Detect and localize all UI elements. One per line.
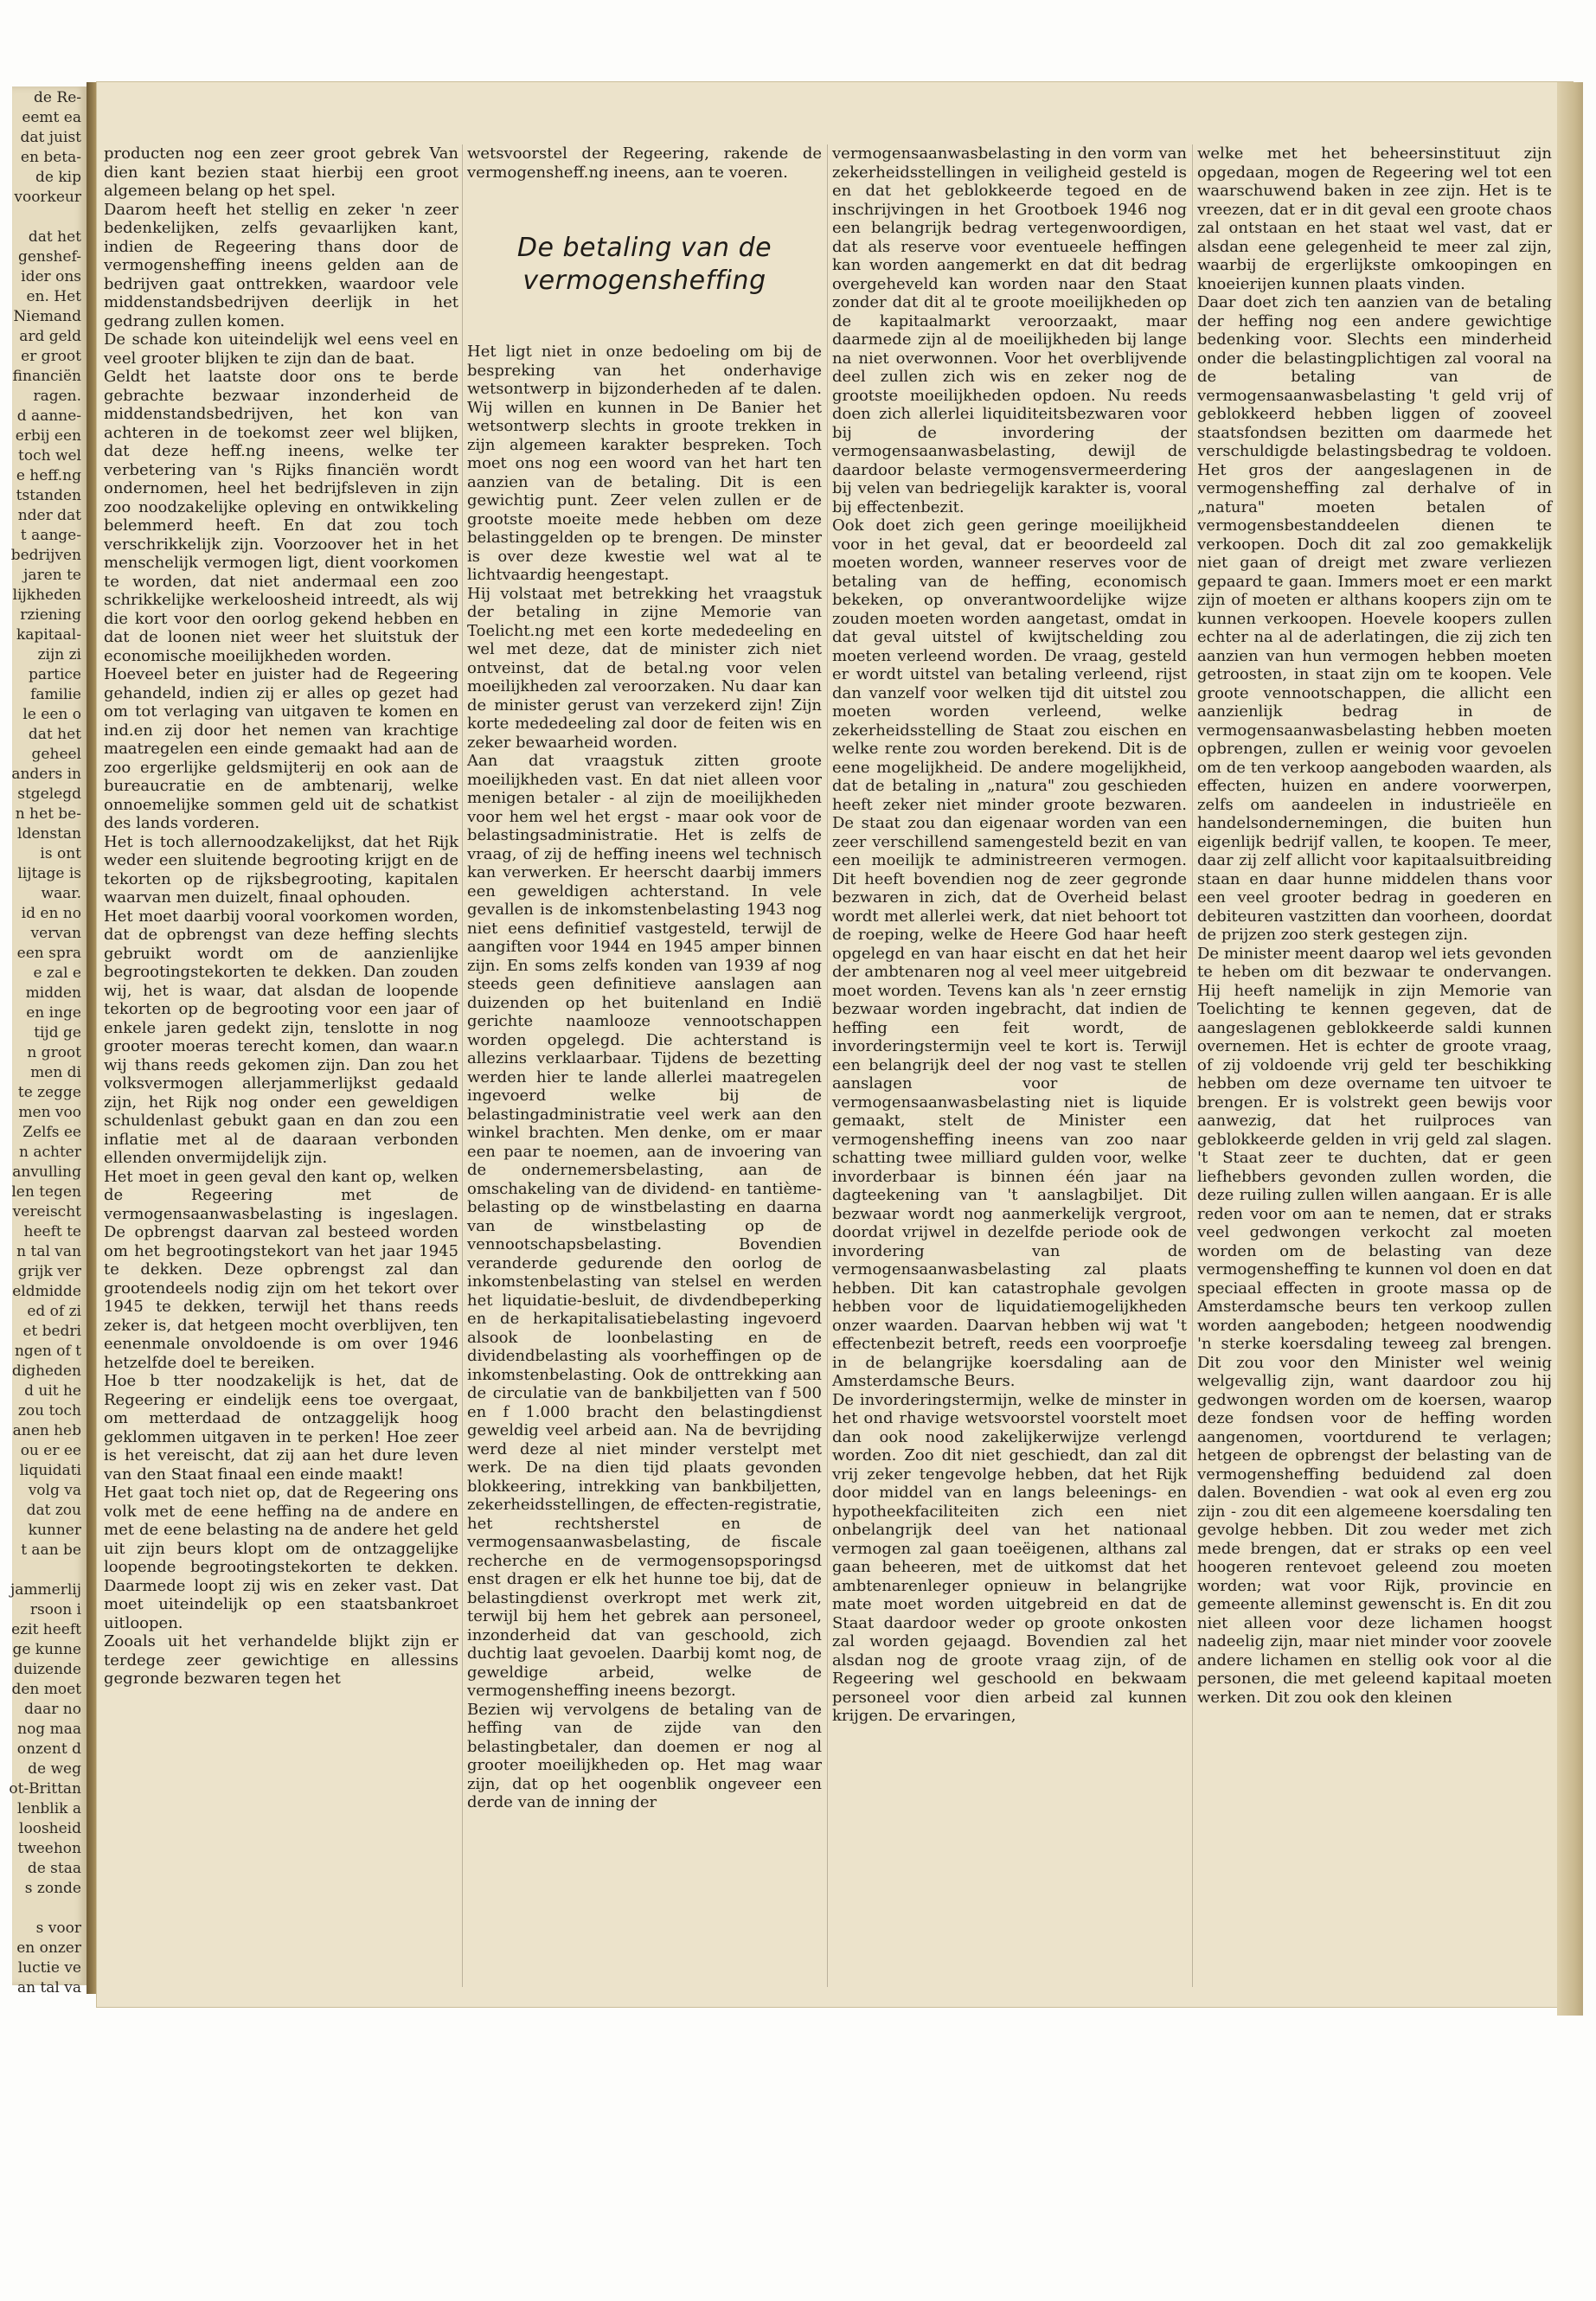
fragment-line: grijk ver [17, 1263, 81, 1280]
fragment-line: ed of zi [27, 1303, 81, 1320]
fragment-line: digheden [11, 1362, 81, 1380]
fragment-line: n achter [19, 1144, 81, 1161]
fragment-line: nog maa [17, 1721, 81, 1738]
fragment-line: genshef- [17, 248, 81, 266]
column-1 [104, 144, 458, 1987]
fragment-line: en onzer [16, 1939, 81, 1957]
fragment-line: tweehon [17, 1840, 81, 1857]
fragment-line: ard geld [19, 328, 81, 345]
fragment-line: t aan be [21, 1541, 81, 1559]
fragment-line: dat het [28, 726, 81, 743]
fragment-line: n groot [27, 1044, 81, 1061]
page-edge [1557, 82, 1583, 2016]
fragment-line: t aange- [20, 527, 81, 544]
fragment-line: d aanne- [16, 407, 81, 425]
article-paragraph: Bezien wij vervolgens de betaling van de heffing van de zijde van den belastingbetaler, dan doemen er nog al grooter moeilijkheden op. Het mag waar zijn, dat op het oogenblik ongeveer een derde van de inning der [467, 1700, 822, 1811]
fragment-line: eldmidde [12, 1283, 81, 1300]
fragment-line: men voo [18, 1104, 81, 1121]
column-rule [1192, 144, 1193, 1987]
fragment-line: erbij een [15, 427, 81, 445]
article-paragraph: Daar doet zich ten aanzien van de betaling der heffing nog een andere gewichtige bedenking voor. Slechts een minderheid onder die belastingplichtigen zal vooral na de betaling van de vermogensaanwasbelasting 't geld vrij of geblokkeerd hebben liggen of zooveel staatsfondsen bezitten om daarmede het verschuldigde belastingsbedrag te voldoen. Het gros der aangeslagenen in de vermogensheffing zal derhalve of in „natura" moeten betalen of vermogensbestanddeelen dienen te verkoopen. Doch dit zal zoo gemakkelijk niet gaan of dreigt met zware verliezen gepaard te gaan. Immers moet er een markt zijn of moeten er althans koopers zijn om te kunnen verkoopen. Hoevele koopers zullen echter na al de aderlatingen, die zij zich ten aanzien van hun vermogen hebben moeten getroosten, in staat zijn om te koopen. Vele groote vennootschappen, die allicht een aanzienlijk bedrag in de vermogensaanwasbelasting hebben moeten opbrengen, zullen er weinig voor gevoelen om de ten verkoop aangeboden waarden, als effecten, huizen en andere voorwerpen, zelfs om aandeelen in industrieële en handelsondernemingen, die buiten hun eigenlijk bedrijf vallen, te koopen. Te meer, daar zij zelf allicht voor kapitaalsuitbreiding staan en daar hunne middelen thans voor een veel grooter bedrag in goederen en debiteuren vastzitten dan voorheen, doordat de prijzen zoo sterk gestegen zijn. [1197, 293, 1552, 944]
fragment-line: familie [30, 686, 81, 703]
fragment-line: rsoon i [29, 1601, 81, 1618]
article-paragraph: Het moet daarbij vooral voorkomen worden, dat de opbrengst van deze heffing slechts gebruikt wordt om de aanzienlijke begrootingstekorten te dekken. Dan zouden wij, het is waar, dat alsdan de loopende tekorten op de begrooting voor een jaar of enkele jaren gedekt zijn, tenslotte in nog grooter moeras terecht komen, dan waar.n wij thans reeds gekomen zijn. Dan zou het volksvermogen allerjammerlijkst gedaald zijn, het Rijk nog onder een geweldigen schuldenlast gebukt gaan en dan zou een inflatie met al de daaraan verbonden ellenden onvermijdelijk zijn. [104, 907, 458, 1167]
article-paragraph: Het ligt niet in onze bedoeling om bij de bespreking van het onderhavige wetsontwerp in bijzonderheden af te dalen. Wij willen en kunnen in De Banier het wetsontwerp slechts in groote trekken in zijn algemeen karakter bespreken. Toch moet ons nog een woord van het hart ten aanzien van de betaling. Dit is een gewichtig punt. Zeer velen zullen er de grootste moeite mede hebben om deze belastinggelden op te brengen. De minster is over deze kwestie wel wat al te lichtvaardig heengestapt. [467, 343, 822, 584]
fragment-line: anen heb [12, 1422, 81, 1439]
left-page-fragment [9, 87, 87, 1997]
article-paragraph: welke met het beheersinstituut zijn opgedaan, mogen de Regeering wel tot een waarschuwend baken in zee zijn. Het is te vreezen, dat er in dit geval een groote chaos zal ontstaan en het staat wel vast, dat er alsdan eene gelegenheid te meer zal zijn, waarbij de ergerlijkste omkoopingen en knoeierijen kunnen plaats vinden. [1197, 144, 1552, 293]
fragment-line: kapitaal- [16, 626, 81, 644]
fragment-line: Zelfs ee [22, 1124, 81, 1141]
article-paragraph: Het is toch allernoodzakelijkst, dat het Rijk weder een sluitende begrooting krijgt en de tekorten op de rijksbegrooting, kapitalen waarvan men duizelt, finaal ophouden. [104, 832, 458, 907]
fragment-line: anvulling [12, 1163, 81, 1181]
fragment-line: dat het [28, 228, 81, 246]
fragment-line: de kip [35, 169, 81, 186]
fragment-line: en. Het [26, 288, 81, 305]
article-paragraph: Het moet in geen geval den kant op, welken de Regeering met de vermogensaanwasbelasting is ingeslagen. De opbrengst daarvan zal besteed worden om het begrootingstekort van het jaar 1945 te dekken. Deze opbrengst zal dan grootendeels nodig zijn om het tekort over 1945 te dekken, terwijl het thans reeds zeker is, dat hetgeen mocht overblijven, ten eenenmale onvoldoende is om over 1946 hetzelfde doel te bereiken. [104, 1167, 458, 1372]
fragment-line: len tegen [11, 1183, 81, 1201]
fragment-line: anders in [11, 766, 81, 783]
fragment-line: volg va [28, 1482, 81, 1499]
fragment-line: en inge [26, 1004, 81, 1022]
fragment-line: de weg [28, 1760, 81, 1778]
fragment-line: lijtage is [17, 865, 81, 882]
fragment-line: zou toch [17, 1402, 81, 1420]
fragment-line: men di [30, 1064, 81, 1081]
fragment-line: ider ons [21, 268, 81, 285]
article-paragraph: Ook doet zich geen geringe moeilijkheid voor in het geval, dat er beoordeeld zal moeten worden, wanneer reserves voor de betaling van de heffing, economisch bekeken, op onverantwoordelijke wijze zouden moeten worden aangetast, omdat in dat geval uitstel of kwijtschelding zou moeten verleend worden. De vraag, gesteld er wordt uitstel van betaling verleend, rijst dan vanzelf voor welken tijd dit uitstel zou moeten worden verleend, welke zekerheidsstelling de Staat zou eischen en welke rente zou worden berekend. Dit is de eene mogelijkheid. De andere mogelijkheid, dat de betaling in „natura" zou geschieden heeft zeker niet minder groote bezwaren. De staat zou dan eigenaar worden van een zeer verschillend samengesteld bezit en van een moeilijk te administreeren vermogen. Dit heeft bovendien nog de zeer gegronde bezwaren in zich, dat de Overheid belast wordt met allerlei werk, dat niet behoort tot de roeping, welke de Heere God haar heeft opgelegd en van haar eischt en dat het heir der ambtenaren nog al veel meer uitgebreid moet worden. Tevens kan als 'n zeer ernstig bezwaar worden ingebracht, dat indien de heffing een feit wordt, de invorderingstermijn veel te kort is. Terwijl een belangrijk deel der nog vast te stellen aanslagen voor de vermogensaanwasbelasting niet is liquide gemaakt, stelt de Minister een vermogensheffing ineens van zoo naar schatting twee milliard gulden voor, welke invorderbaar is binnen één jaar na dagteekening van 't aanslagbiljet. Dit bezwaar wordt nog aanmerkelijk vergroot, doordat vrijwel in dezelfde periode ook de invordering van de vermogensaanwasbelasting zal plaats hebben. Dit kan catastrophale gevolgen hebben voor de liquidatiemogelijkheden onzer waarden. Daarvan hebben wij wat 't effectenbezit betreft, reeds een voorproefje in de belangrijke koersdaling aan de Amsterdamsche Beurs. [832, 516, 1187, 1390]
fragment-line: ragen. [33, 388, 81, 405]
fragment-line: de Re- [34, 89, 81, 106]
fragment-line: an tal va [16, 1979, 81, 1997]
article-paragraph: Hoe b tter noodzakelijk is het, dat de Regeering er eindelijk eens toe overgaat, om metterdaad de ontzaggelijk hoog geklommen uitgaven in te perken! Hoe zeer is het vereischt, dat zij aan het dure leven van den Staat finaal een einde maakt! [104, 1372, 458, 1484]
column-rule [827, 144, 828, 1987]
fragment-line: toch wel [18, 447, 81, 465]
fragment-line: n het be- [15, 805, 81, 823]
fragment-line: er groot [21, 348, 81, 365]
fragment-line: is ont [40, 845, 81, 862]
fragment-line: midden [25, 984, 81, 1002]
fragment-line: d uit he [24, 1382, 81, 1400]
fragment-line: s voor [35, 1920, 81, 1937]
fragment-line: kunner [28, 1522, 81, 1539]
fragment-line: zijn zi [37, 646, 81, 663]
column-2 [467, 144, 822, 1987]
newspaper-page [97, 82, 1573, 2007]
fragment-line: voorkeur [14, 189, 81, 206]
fragment-line: ezit heeft [11, 1621, 81, 1638]
fragment-line: Niemand [13, 308, 81, 325]
article-paragraph: vermogensaanwasbelasting in den vorm van zekerheidsstellingen in veiligheid gesteld is en dat het geblokkeerde tegoed en de inschrijvingen in het Grootboek 1946 nog een belangrijk bedrag vertegenwoordigen, dat als reserve voor eventueele heffingen kan worden aangemerkt en dat dit bedrag overgeheveld kan worden naar den Staat zonder dat dit al te groote moeilijkheden op de kapitaalmarkt veroorzaakt, maar daarmede zijn al de moeilijkheden bij lange na niet overwonnen. Voor het overblijvende deel zullen zich wis en zeker nog de grootste moeilijkheden opdoen. Nu reeds doen zich allerlei liquiditeitsbezwaren voor bij de invordering der vermogensaanwasbelasting, dewijl de daardoor belaste vermogensvermeerdering bij velen van bedriegelijk karakter is, vooral bij effectenbezit. [832, 144, 1187, 516]
fragment-line: ge kunne [12, 1641, 81, 1658]
article-paragraph: Aan dat vraagstuk zitten groote moeilijkheden vast. En dat niet alleen voor menigen betaler - al zijn de moeilijkheden voor hem wel het ergst - maar ook voor de belastingsadministratie. Het is zelfs de vraag, of zij de heffing ineens wel technisch kan verwerken. Er heerscht daarbij immers een geweldigen achterstand. In vele gevallen is de inkomstenbelasting 1943 nog niet eens definitief vastgesteld, terwijl de aangiften voor 1944 en 1945 amper binnen zijn. En soms zelfs konden van 1939 af nog steeds geen definitieve aanslagen aan duizenden op het buitenland en Indië gerichte naamlooze vennootschappen worden opgelegd. Die achterstand is allezins verklaarbaar. Tijdens de bezetting werden hier te lande allerlei maatregelen ingevoerd welke bij de belastingadministratie veel werk aan den winkel brachten. Men denke, om er maar een paar te noemen, aan de invoering van de ondernemersbelasting, aan de omschakeling van de dividend- en tantième-belasting op de winstbelasting en daarna van de winstbelasting op de vennootschapsbelasting. Bovendien veranderde gedurende den oorlog de inkomstenbelasting van stelsel en werden het liquidatie-besluit, de divdendbeperking en de herkapitalisatiebelasting ingevoerd alsook de loonbelasting en de dividendbelasting als voorheffingen op de inkomstenbelasting. Ook de onttrekking aan de circulatie van de bankbiljetten van f 500 en f 1.000 bracht den belastingdienst geweldig veel arbeid aan. Na de bevrijding werd deze al niet minder verstelpt met werk. De na dien tijd plaats gevonden blokkeering, intrekking van bankbiljetten, zekerheidsstellingen, de effecten-registratie, het rechtsherstel en de vermogensaanwasbelasting, de fiscale recherche en de vermogensopsporingsd enst dragen er elk het hunne toe bij, dat de belastingdienst overkropt met werk zit, terwijl bij hem het gebrek aan personeel, inzonderheid dat van geschoold, zich duchtig laat gevoelen. Daarbij komt nog, de geweldige arbeid, welke de vermogensheffing ineens bezorgt. [467, 752, 822, 1700]
fragment-line: bedrijven [10, 547, 81, 564]
column-rule [462, 144, 463, 1987]
article-paragraph: producten nog een zeer groot gebrek Van dien kant bezien staat hierbij een groot algemeen belang op het spel. [104, 144, 458, 200]
fragment-line: ngen of t [14, 1343, 81, 1360]
fragment-line: e heff.ng [16, 467, 81, 484]
fragment-line: liquidati [19, 1462, 81, 1479]
fragment-line: onzent d [16, 1740, 81, 1758]
fragment-line: lenblik a [16, 1800, 81, 1817]
fragment-line: nder dat [17, 507, 81, 524]
article-paragraph: Het gaat toch niet op, dat de Regeering ons volk met de eene heffing na de andere en met de eene belasting na de andere het geld uit zijn beurs klopt om de ontzaggelijke loopende begrootingstekorten te dekken. Daarmede loopt zij wis en zeker vast. Dat moet uiteindelijk op een staatsbankroet uitloopen. [104, 1484, 458, 1632]
fragment-line: den moet [11, 1681, 81, 1698]
fragment-line: tijd ge [34, 1024, 81, 1042]
article-columns [104, 144, 1566, 1987]
fragment-line: jaren te [23, 567, 81, 584]
fragment-line: loosheid [19, 1820, 81, 1837]
fragment-line: waar. [41, 885, 81, 902]
fragment-line: de staa [27, 1860, 81, 1877]
fragment-line: daar no [24, 1701, 81, 1718]
article-paragraph: De invorderingstermijn, welke de minster in het ond rhavige wetsvoorstel voorstelt moet dan ook nood zakelijkerwijze verlengd worden. Zoo dit niet geschiedt, dan zal dit vrij zeker tengevolge hebben, dat het Rijk door middel van en langs beleenings- en hypotheekfaciliteiten zich een niet onbelangrijk deel van het nationaal vermogen zal gaan toeëigenen, althans zal gaan beheeren, met de uitkomst dat het ambtenarenleger opnieuw in belangrijke mate moet worden uitgebreid en dat de Staat daardoor weder op groote onkosten zal worden gejaagd. Bovendien zal het alsdan nog de groote vraag zijn, of de Regeering wel geschoold en bekwaam personeel voor dien arbeid zal kunnen krijgen. De ervaringen, [832, 1390, 1187, 1725]
fragment-line: e zal e [33, 965, 81, 982]
fragment-line: dat zou [26, 1502, 81, 1519]
fragment-line: rziening [20, 606, 81, 624]
fragment-line: n tal van [16, 1243, 81, 1260]
fragment-line: jammerlij [10, 1581, 81, 1599]
fragment-line: tstanden [16, 487, 81, 504]
article-paragraph: Hij volstaat met betrekking het vraagstuk der betaling in zijne Memorie van Toelicht.ng met een korte mededeeling en wel met deze, dat de minister zich niet ontveinst, dat de betal.ng voor velen moeilijkheden zal veroorzaken. Nu daar kan de minister gerust van verzekerd zijn! Zijn korte mededeeling zal door de feiten wis en zeker bewaarheid worden. [467, 584, 822, 752]
fragment-line: en beta- [20, 149, 81, 166]
fragment-line: vervan [30, 925, 81, 942]
fragment-line: een spra [16, 945, 81, 962]
fragment-line: duizende [13, 1661, 81, 1678]
column-4 [1197, 144, 1552, 1987]
article-paragraph: Zooals uit het verhandelde blijkt zijn er terdege zeer gewichtige en allessins gegronde bezwaren tegen het [104, 1632, 458, 1688]
fragment-line: financiën [12, 368, 81, 385]
fragment-line: ou er ee [20, 1442, 81, 1459]
article-paragraph: De minister meent daarop wel iets gevonden te heben om dit bezwaar te ondervangen. Hij heeft namelijk in zijn Memorie van Toelichting te kennen gegeven, dat de aangeslagenen geblokkeerde saldi kunnen overnemen. Het is echter de groote vraag, of zij voldoende vrij geld ter beschikking hebben om deze overname ten uitvoer te brengen. Er is volstrekt geen bewijs voor aanwezig, dat het ruilproces van geblokkeerde gelden in vrij geld zal slagen. 't Staat zeer te duchten, dat er geen liefhebbers gevonden zullen worden, die deze ruiling zullen willen aangaan. Er is alle reden voor om aan te nemen, dat er straks veel gedwongen verkocht zal moeten worden om de belasting van deze vermogensheffing te kunnen vol doen en dat speciaal effecten in groote massa op de Amsterdamsche beurs ten verkoop zullen worden aangeboden; hetgeen noodwendig 'n sterke koersdaling teweeg zal brengen. Dit zou voor den Minister wel weinig welgevallig zijn, want daardoor zou hij gedwongen worden om de koersen, waarop deze fondsen voor de heffing worden aangenomen, voortdurend te verlagen; hetgeen de opbrengst der belasting van de vermogensheffing beduidend zal doen dalen. Bovendien - wat ook al even erg zou zijn - zou dit een algemeene koersdaling ten gevolge hebben. Dit zou weder met zich mede brengen, dat er straks op een veel hoogeren rentevoet geleend zou moeten worden; wat voor Rijk, provincie en gemeente alleminst gewenscht is. En dit zou niet alleen voor deze lichamen hoogst nadeelig zijn, maar niet minder voor zoovele andere lichamen en stellig ook voor al die personen, die met geleend kapitaal moeten werken. Dit zou ook den kleinen [1197, 944, 1552, 1707]
article-paragraph: wetsvoorstel der Regeering, rakende de vermogensheff.ng ineens, aan te voeren. [467, 144, 822, 182]
article-paragraph: Daarom heeft het stellig en zeker 'n zeer bedenkelijken, zelfs gevaarlijken kant, indien de Regeering thans door de vermogensheffing ineens gelden aan de bedrijven gaat onttrekken, waardoor vele middenstandsbedrijven deerlijk in het gedrang zullen komen. [104, 200, 458, 330]
fragment-line: geheel [31, 746, 81, 763]
fragment-line: heeft te [23, 1223, 81, 1240]
fragment-line: s zonde [24, 1880, 81, 1897]
fragment-line: lijkheden [12, 586, 81, 604]
article-paragraph: Hoeveel beter en juister had de Regeering gehandeld, indien zij er alles op gezet had om tot verlaging van uitgaven te komen en ind.en zij door het nemen van krachtige maatregelen een einde gemaakt had aan de zoo ergerlijke geldsmijterij en ook aan de bureaucratie en de ambtenarij, welke onnoemelijke sommen geld uit de schatkist des lands vorderen. [104, 665, 458, 832]
section-heading: De betaling van de vermogensheffing [516, 233, 772, 296]
fragment-line: ldenstan [17, 825, 81, 843]
fragment-line: et bedri [22, 1323, 81, 1340]
fragment-line: dat juist [20, 129, 81, 146]
fragment-line: le een o [22, 706, 81, 723]
article-paragraph: De schade kon uiteindelijk wel eens veel en veel grooter blijken te zijn dan de baat. [104, 330, 458, 368]
fragment-line: te zegge [17, 1084, 81, 1101]
article-paragraph: Geldt het laatste door ons te berde gebrachte bezwaar inzonderheid de middenstandsbedrijven, het kon van achteren in de toekomst zeer wel blijken, dat deze heff.ng ineens, welke ter verbetering van 's Rijks financiën wordt ondernomen, heel het bedrijfsleven in zijn zoo noodzakelijke opleving en ontwikkeling belemmerd heeft. En dat zou toch verschrikkelijk zijn. Voorzoover het in het menschelijk vermogen ligt, dient voorkomen te worden, dat niet andermaal een zoo schrikkelijke werkeloosheid intreedt, als wij die kort voor den oorlog gekend hebben en dat de loonen niet weer het sluitstuk der economische moeilijkheden worden. [104, 368, 458, 665]
column-3 [832, 144, 1187, 1987]
fragment-line: luctie ve [17, 1959, 81, 1977]
fragment-line: vereischt [12, 1203, 81, 1221]
fragment-line: ot-Brittan [9, 1780, 81, 1798]
fragment-line: stgelegd [17, 785, 81, 803]
fragment-line: id en no [21, 905, 81, 922]
fragment-line: partice [29, 666, 81, 683]
fragment-line: eemt ea [22, 109, 81, 126]
